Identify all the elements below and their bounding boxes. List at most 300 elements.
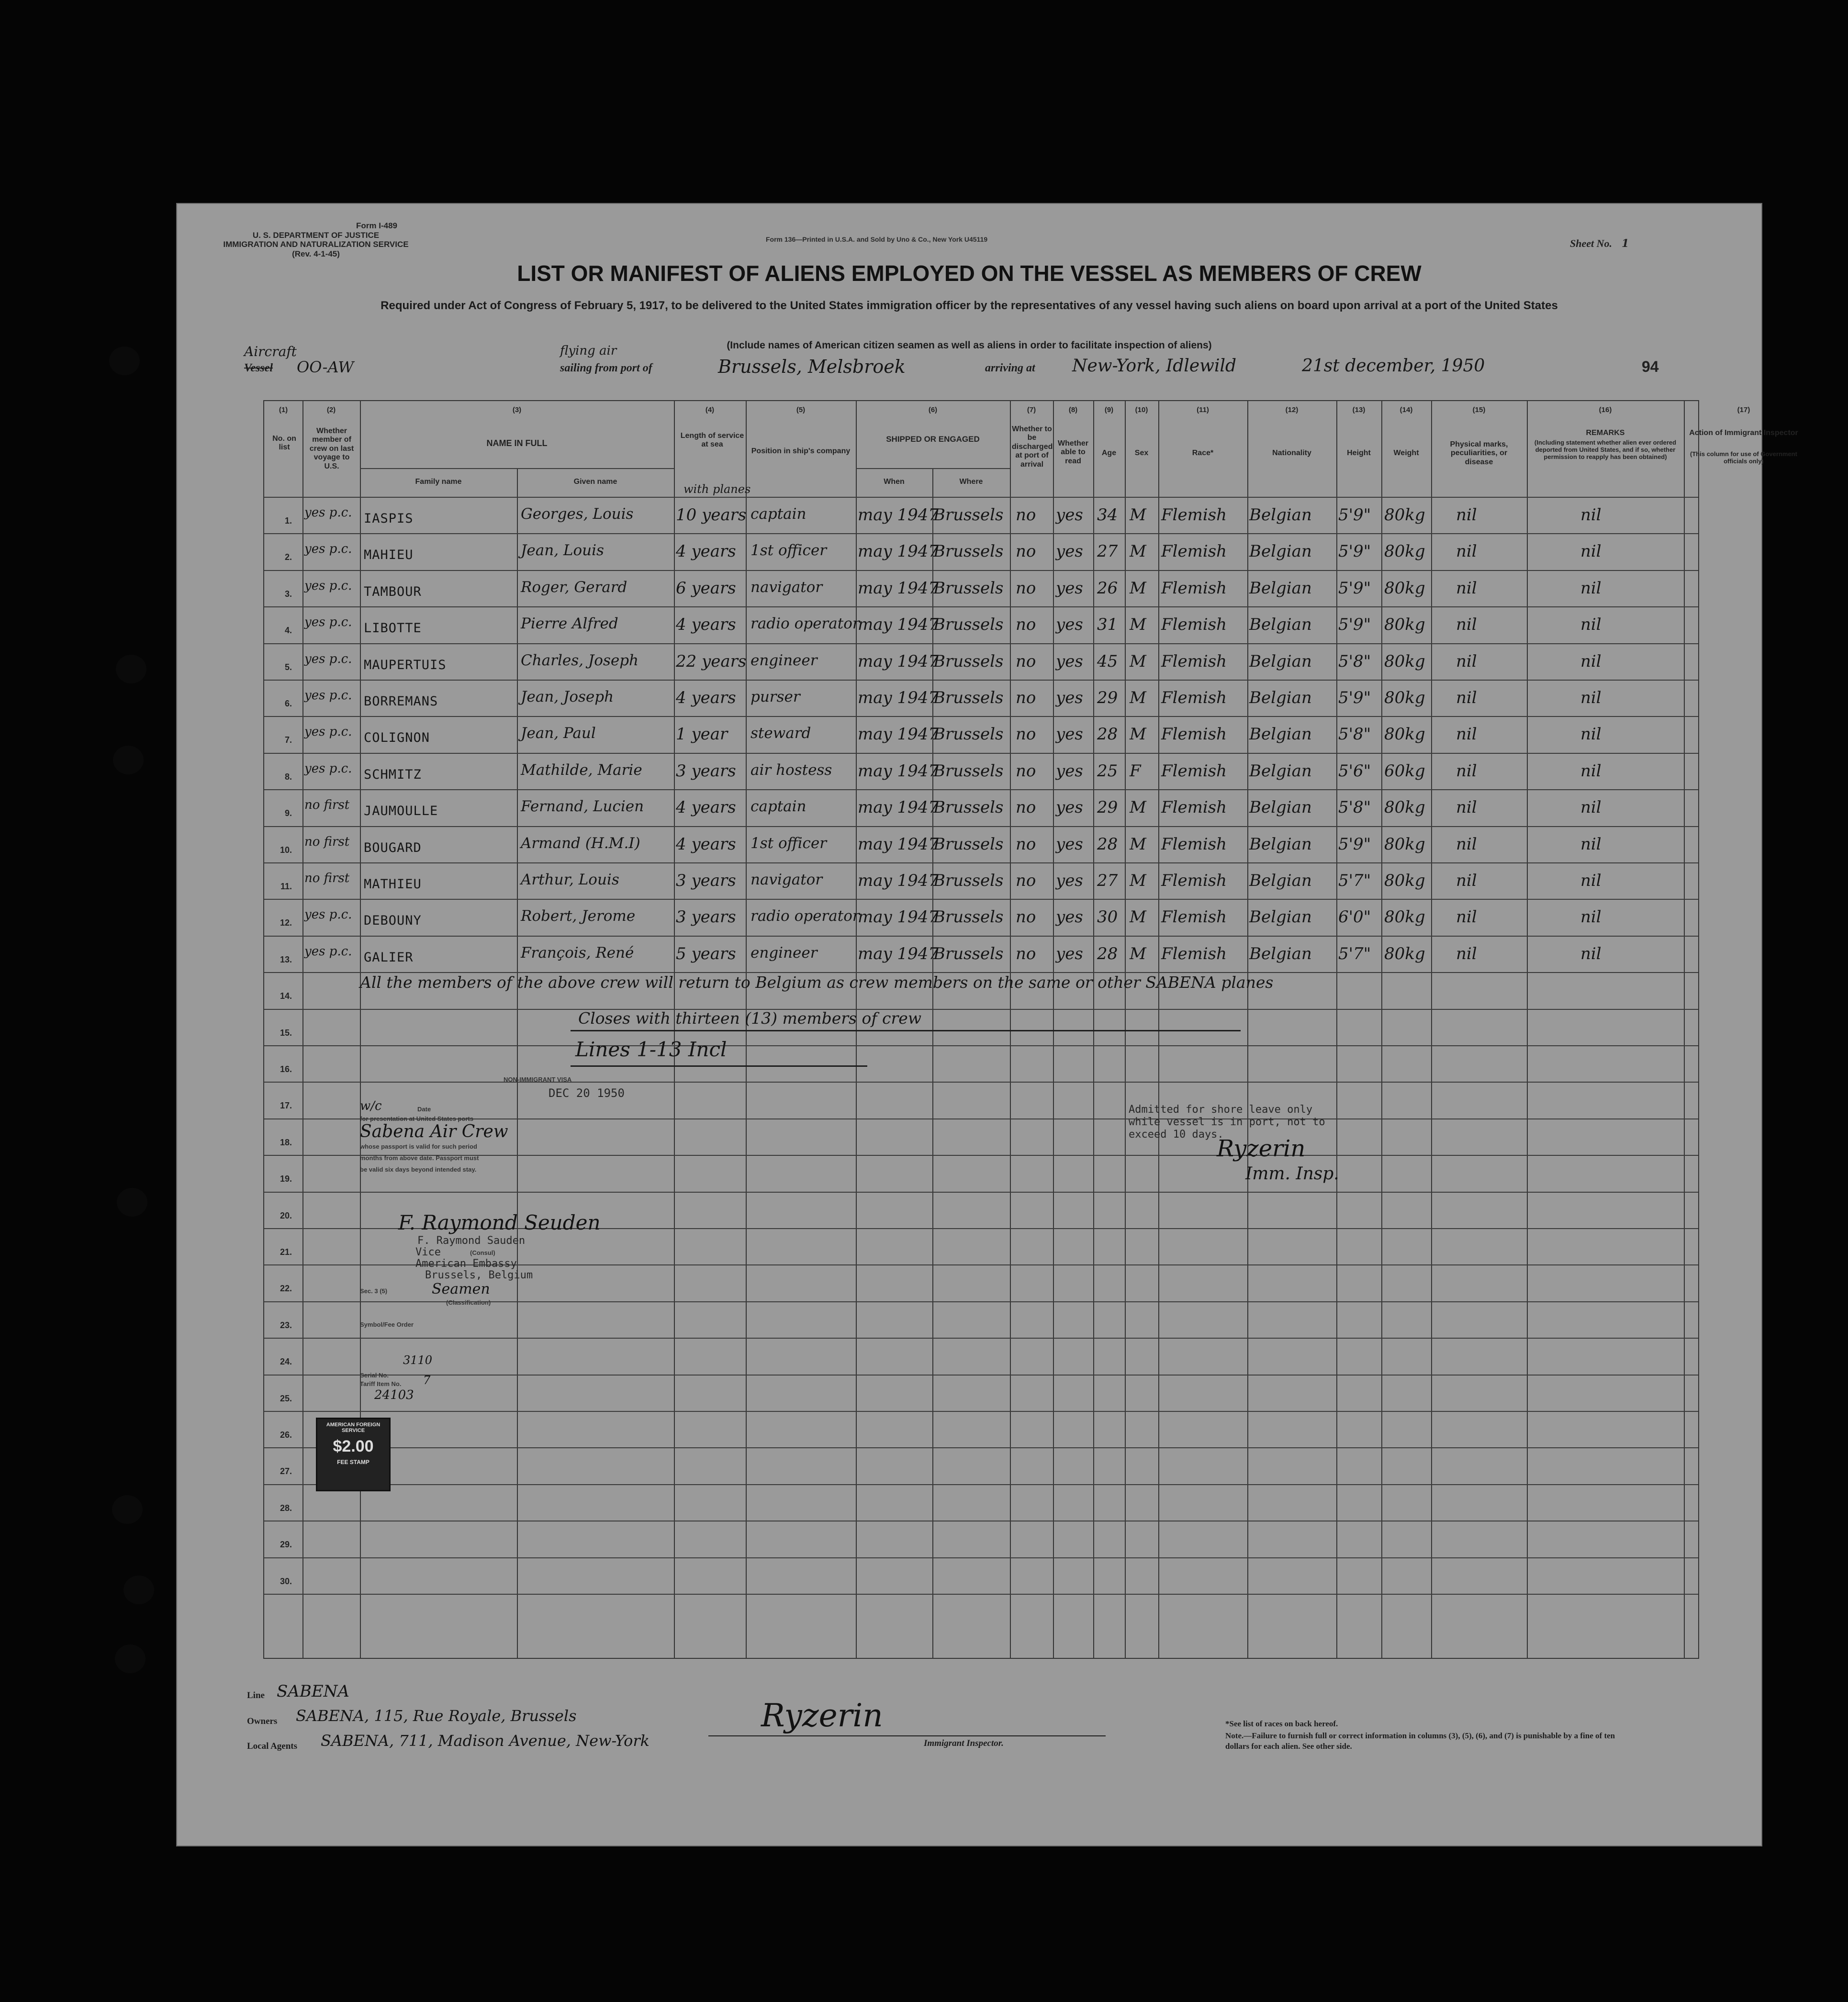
remarks-cell: nil: [1580, 834, 1602, 854]
visa-serial-label: Serial No.: [360, 1372, 389, 1379]
race-cell: Flemish: [1161, 944, 1227, 963]
hdr-remarks-note: (Including statement whether alien ever ordered deported from United States, and if so, whether permission to reapply has been obtained): [1534, 439, 1677, 460]
footer-agents-label: Local Agents: [247, 1741, 298, 1751]
discharged-cell: no: [1016, 615, 1036, 635]
form-id-line: (Rev. 4-1-45): [292, 249, 340, 258]
fee-stamp-title: AMERICAN FOREIGN SERVICE: [326, 1422, 381, 1433]
age-cell: 27: [1097, 871, 1118, 890]
hdr-length-service: Length of service at sea: [680, 432, 744, 449]
hdr-race: Race*: [1192, 449, 1214, 457]
sex-cell: M: [1130, 688, 1146, 707]
hdr-height: Height: [1347, 449, 1371, 457]
vessel-value: OO-AW: [297, 358, 354, 376]
col-num-12: (12): [1285, 406, 1299, 414]
position-cell: engineer: [750, 651, 818, 669]
read-cell: yes: [1056, 798, 1083, 817]
column-divider: [1093, 401, 1094, 1658]
discharged-cell: no: [1016, 505, 1036, 525]
hdr-position: Position in ship's company: [751, 447, 851, 455]
member-cell: no first: [304, 798, 350, 813]
visa-months-text: months from above date. Passport must: [360, 1154, 479, 1162]
age-cell: 29: [1097, 688, 1118, 707]
column-divider: [1010, 401, 1011, 1658]
member-cell: yes p.c.: [304, 688, 352, 703]
row-divider: [264, 789, 1698, 790]
member-cell: yes p.c.: [304, 578, 352, 593]
visa-symbol-label: Symbol/Fee Order: [360, 1321, 414, 1328]
race-cell: Flemish: [1161, 651, 1227, 671]
col-num-7: (7): [1027, 406, 1036, 414]
column-divider: [1158, 401, 1159, 1658]
discharged-cell: no: [1016, 651, 1036, 671]
nationality-cell: Belgian: [1249, 505, 1312, 525]
discharged-cell: no: [1016, 834, 1036, 854]
page-subtitle: Required under Act of Congress of February 5, 1917, to be delivered to the United States immigration officer by the representatives of any vessel having such aliens on board upon arrival at a port of the United States: [381, 299, 1558, 312]
column-divider: [1684, 401, 1685, 1658]
row-number: 2.: [284, 552, 292, 562]
physical-cell: nil: [1456, 834, 1477, 854]
physical-cell: nil: [1456, 871, 1477, 890]
when-cell: may 1947: [858, 725, 939, 744]
binder-hole-1: [109, 347, 140, 375]
where-cell: Brussels: [933, 578, 1004, 598]
column-divider: [1336, 401, 1337, 1658]
visa-tariff: 7: [423, 1374, 431, 1387]
weight-cell: 80kg: [1384, 798, 1425, 817]
when-cell: may 1947: [858, 798, 939, 817]
row-number: 6.: [284, 699, 292, 708]
row-number: 28.: [280, 1503, 292, 1513]
given-name-cell: Jean, Louis: [521, 542, 604, 559]
footer-line-label: Line: [247, 1690, 265, 1700]
sheet-number: Sheet No. 1: [1570, 237, 1629, 250]
member-cell: yes p.c.: [304, 615, 352, 630]
note-line-14: All the members of the above crew will return to Belgium as crew members on the same or other SABENA planes: [360, 973, 1274, 992]
length-cell: 4 years: [676, 688, 736, 707]
footer-line-value: SABENA: [277, 1682, 349, 1701]
col-num-6: (6): [928, 406, 938, 414]
race-cell: Flemish: [1161, 688, 1227, 707]
weight-cell: 80kg: [1384, 725, 1425, 744]
race-cell: Flemish: [1161, 798, 1227, 817]
row-number: 11.: [280, 882, 292, 891]
given-name-cell: Armand (H.M.I): [521, 834, 640, 852]
height-cell: 5'7": [1338, 871, 1371, 890]
hdr-action: Action of Immigrant Inspector: [1689, 429, 1798, 437]
member-cell: yes p.c.: [304, 725, 352, 739]
col-num-10: (10): [1135, 406, 1148, 414]
age-cell: 28: [1097, 725, 1118, 744]
column-divider: [1527, 401, 1528, 1658]
sex-cell: M: [1130, 651, 1146, 671]
port-value: Brussels, Melsbroek: [718, 356, 906, 377]
row-number: 16.: [280, 1064, 292, 1074]
binder-hole-2: [113, 746, 144, 774]
discharged-cell: no: [1016, 688, 1036, 707]
vessel-correction: Aircraft: [244, 344, 297, 359]
row-number: 1.: [284, 516, 292, 526]
where-cell: Brussels: [933, 688, 1004, 707]
sailing-label: sailing from port of: [560, 362, 652, 374]
when-cell: may 1947: [858, 834, 939, 854]
footer-inspector-signature: Ryzerin: [761, 1697, 883, 1734]
binder-hole-7: [116, 655, 146, 683]
length-cell: 5 years: [676, 944, 736, 963]
sex-cell: M: [1130, 834, 1146, 854]
row-number: 9.: [284, 808, 292, 818]
column-divider: [932, 468, 933, 1658]
race-cell: Flemish: [1161, 761, 1227, 781]
position-cell: air hostess: [750, 761, 832, 779]
row-number: 25.: [280, 1393, 292, 1403]
remarks-cell: nil: [1580, 651, 1602, 671]
family-name-cell: GALIER: [364, 950, 414, 965]
binder-hole-4: [112, 1495, 143, 1524]
nationality-cell: Belgian: [1249, 798, 1312, 817]
form-id-lines: [177, 221, 455, 258]
weight-cell: 80kg: [1384, 578, 1425, 598]
hdr-given-name: Given name: [573, 478, 617, 486]
member-cell: yes p.c.: [304, 907, 352, 922]
row-divider: [264, 1447, 1698, 1448]
note-line-16: Lines 1-13 Incl: [575, 1038, 727, 1061]
position-cell: radio operator: [750, 907, 860, 925]
col-num-1: (1): [279, 406, 288, 414]
hdr-weight: Weight: [1393, 449, 1419, 457]
physical-cell: nil: [1456, 944, 1477, 963]
row-number: 24.: [280, 1357, 292, 1367]
row-number: 7.: [284, 735, 292, 745]
visa-class: w/c: [360, 1099, 382, 1113]
age-cell: 31: [1097, 615, 1118, 635]
weight-cell: 80kg: [1384, 871, 1425, 890]
nationality-cell: Belgian: [1249, 761, 1312, 781]
when-cell: may 1947: [858, 761, 939, 781]
row-number: 10.: [280, 845, 292, 855]
given-name-cell: Fernand, Lucien: [521, 798, 644, 816]
remarks-cell: nil: [1580, 907, 1602, 927]
col-num-8: (8): [1068, 406, 1078, 414]
sex-cell: M: [1130, 542, 1146, 561]
weight-cell: 80kg: [1384, 907, 1425, 927]
member-cell: no first: [304, 834, 350, 849]
member-cell: yes p.c.: [304, 944, 352, 959]
position-cell: captain: [750, 505, 806, 523]
read-cell: yes: [1056, 834, 1083, 854]
row-divider: [264, 1594, 1698, 1595]
weight-cell: 60kg: [1384, 761, 1425, 781]
row-number: 29.: [280, 1540, 292, 1550]
sex-cell: M: [1130, 798, 1146, 817]
row-divider: [264, 716, 1698, 717]
read-cell: yes: [1056, 542, 1083, 561]
family-name-cell: DEBOUNY: [364, 913, 422, 928]
where-cell: Brussels: [933, 542, 1004, 561]
race-cell: Flemish: [1161, 542, 1227, 561]
where-cell: Brussels: [933, 615, 1004, 635]
height-cell: 5'8": [1338, 798, 1371, 817]
fee-stamp-value: $2.00: [333, 1437, 374, 1455]
visa-date: DEC 20 1950: [549, 1086, 625, 1100]
sex-cell: M: [1130, 871, 1146, 890]
binder-hole-6: [115, 1644, 146, 1673]
col-num-2: (2): [326, 406, 336, 414]
remarks-cell: nil: [1580, 542, 1602, 561]
vessel-label: Vessel: [244, 362, 273, 374]
read-cell: yes: [1056, 651, 1083, 671]
fee-stamp-label: FEE STAMP: [337, 1459, 370, 1465]
binder-hole-5: [123, 1576, 154, 1604]
given-name-cell: Jean, Joseph: [521, 688, 614, 705]
member-cell: yes p.c.: [304, 651, 352, 666]
length-cell: 1 year: [676, 725, 728, 744]
family-name-cell: JAUMOULLE: [364, 804, 438, 819]
family-name-cell: BORREMANS: [364, 694, 438, 709]
weight-cell: 80kg: [1384, 688, 1425, 707]
read-cell: yes: [1056, 505, 1083, 525]
remarks-cell: nil: [1580, 871, 1602, 890]
hdr-age: Age: [1101, 449, 1117, 457]
given-name-cell: Roger, Gerard: [521, 578, 627, 596]
column-divider: [856, 401, 857, 1658]
position-cell: captain: [750, 798, 806, 816]
length-cell: 6 years: [676, 578, 736, 598]
footer-races-note: *See list of races on back hereof.: [1225, 1719, 1338, 1728]
visa-beyond-text: be valid six days beyond intended stay.: [360, 1166, 477, 1173]
column-divider: [1125, 401, 1126, 1658]
hdr-length-correction: with planes: [683, 482, 751, 496]
age-cell: 25: [1097, 761, 1118, 781]
when-cell: may 1947: [858, 578, 939, 598]
height-cell: 5'9": [1338, 542, 1371, 561]
row-divider: [264, 570, 1698, 571]
form-id-block: [177, 221, 455, 258]
given-name-cell: Charles, Joseph: [521, 651, 639, 669]
length-cell: 3 years: [676, 907, 736, 927]
col-num-4: (4): [705, 406, 715, 414]
row-divider: [264, 1411, 1698, 1412]
binder-hole-3: [117, 1188, 147, 1217]
note-line-15-underline: [571, 1030, 1241, 1031]
position-cell: steward: [750, 725, 811, 742]
discharged-cell: no: [1016, 725, 1036, 744]
age-cell: 28: [1097, 834, 1118, 854]
page-number: 94: [1642, 358, 1659, 375]
height-cell: 5'6": [1338, 761, 1371, 781]
sex-cell: F: [1130, 761, 1141, 781]
family-name-cell: BOUGARD: [364, 840, 422, 855]
sailing-correction: flying air: [560, 344, 617, 358]
when-cell: may 1947: [858, 907, 939, 927]
footer-signature-line: [708, 1735, 1106, 1736]
visa-purpose: for presentation at United States ports: [360, 1115, 473, 1122]
row-divider: [264, 606, 1698, 607]
row-divider: [264, 643, 1698, 644]
discharged-cell: no: [1016, 907, 1036, 927]
read-cell: yes: [1056, 615, 1083, 635]
crew-table: [263, 400, 1798, 1659]
column-divider: [1381, 401, 1382, 1658]
length-cell: 4 years: [676, 834, 736, 854]
col-num-5: (5): [796, 406, 806, 414]
sex-cell: M: [1130, 615, 1146, 635]
race-cell: Flemish: [1161, 505, 1227, 525]
where-cell: Brussels: [933, 834, 1004, 854]
row-number: 20.: [280, 1210, 292, 1220]
col-num-11: (11): [1197, 406, 1209, 414]
height-cell: 5'9": [1338, 688, 1371, 707]
visa-classification: (Classification): [446, 1299, 491, 1306]
where-cell: Brussels: [933, 651, 1004, 671]
hdr-member-last-voyage: Whether member of crew on last voyage to U.S.: [309, 427, 354, 470]
physical-cell: nil: [1456, 688, 1477, 707]
age-cell: 29: [1097, 798, 1118, 817]
row-number: 30.: [280, 1576, 292, 1586]
page-title: LIST OR MANIFEST OF ALIENS EMPLOYED ON THE VESSEL AS MEMBERS OF CREW: [517, 261, 1422, 286]
row-divider: [264, 1118, 1698, 1119]
member-cell: no first: [304, 871, 350, 885]
physical-cell: nil: [1456, 505, 1477, 525]
discharged-cell: no: [1016, 944, 1036, 963]
given-name-cell: Arthur, Louis: [521, 871, 619, 888]
nationality-cell: Belgian: [1249, 542, 1312, 561]
height-cell: 6'0": [1338, 907, 1371, 927]
header-divider: [360, 468, 674, 469]
family-name-cell: SCHMITZ: [364, 767, 422, 782]
remarks-cell: nil: [1580, 505, 1602, 525]
admission-line-3: exceed 10 days.: [1129, 1129, 1224, 1141]
sex-cell: M: [1130, 907, 1146, 927]
hdr-name-in-full: NAME IN FULL: [486, 438, 548, 448]
row-number: 3.: [284, 589, 292, 599]
given-name-cell: Jean, Paul: [521, 725, 596, 742]
form-id-line: Form I-489: [356, 221, 397, 230]
column-divider: [1431, 401, 1432, 1658]
race-cell: Flemish: [1161, 578, 1227, 598]
row-number: 21.: [280, 1247, 292, 1257]
physical-cell: nil: [1456, 798, 1477, 817]
row-divider: [264, 753, 1698, 754]
row-number: 23.: [280, 1320, 292, 1330]
row-divider: [264, 1045, 1698, 1046]
age-cell: 27: [1097, 542, 1118, 561]
position-cell: 1st officer: [750, 834, 827, 852]
row-divider: [264, 533, 1698, 534]
footer-agents-value: SABENA, 711, Madison Avenue, New-York: [321, 1732, 650, 1750]
admission-line-2: while vessel is in port, not to: [1129, 1116, 1325, 1128]
row-divider: [264, 1082, 1698, 1083]
hdr-shipped-engaged: SHIPPED OR ENGAGED: [886, 435, 980, 444]
row-divider: [264, 936, 1698, 937]
hdr-discharged: Whether to be discharged at port of arrival: [1012, 425, 1053, 469]
column-divider: [517, 468, 518, 1658]
nationality-cell: Belgian: [1249, 944, 1312, 963]
discharged-cell: no: [1016, 871, 1036, 890]
consul-typed-name: F. Raymond Sauden: [417, 1235, 526, 1247]
column-divider: [746, 401, 747, 1658]
nationality-cell: Belgian: [1249, 907, 1312, 927]
col-num-3: (3): [512, 406, 522, 414]
family-name-cell: IASPIS: [364, 511, 414, 526]
col-num-17: (17): [1737, 406, 1750, 414]
physical-cell: nil: [1456, 651, 1477, 671]
length-cell: 3 years: [676, 761, 736, 781]
header-divider: [856, 468, 1010, 469]
height-cell: 5'8": [1338, 725, 1371, 744]
sex-cell: M: [1130, 505, 1146, 525]
nationality-cell: Belgian: [1249, 578, 1312, 598]
hdr-remarks: REMARKS: [1586, 429, 1625, 437]
date-value: 21st december, 1950: [1302, 356, 1485, 376]
discharged-cell: no: [1016, 542, 1036, 561]
weight-cell: 80kg: [1384, 944, 1425, 963]
remarks-cell: nil: [1580, 688, 1602, 707]
row-number: 27.: [280, 1466, 292, 1476]
position-cell: radio operator: [750, 615, 860, 633]
nationality-cell: Belgian: [1249, 871, 1312, 890]
nationality-cell: Belgian: [1249, 615, 1312, 635]
arriving-value: New-York, Idlewild: [1072, 356, 1237, 376]
nationality-cell: Belgian: [1249, 725, 1312, 744]
read-cell: yes: [1056, 578, 1083, 598]
race-cell: Flemish: [1161, 871, 1227, 890]
hdr-when: When: [884, 478, 905, 486]
row-number: 26.: [280, 1430, 292, 1440]
family-name-cell: COLIGNON: [364, 730, 430, 746]
row-divider: [264, 497, 1698, 498]
where-cell: Brussels: [933, 944, 1004, 963]
read-cell: yes: [1056, 725, 1083, 744]
sex-cell: M: [1130, 578, 1146, 598]
physical-cell: nil: [1456, 578, 1477, 598]
col-num-16: (16): [1599, 406, 1612, 414]
nationality-cell: Belgian: [1249, 688, 1312, 707]
row-number: 15.: [280, 1028, 292, 1038]
when-cell: may 1947: [858, 505, 939, 525]
column-divider: [1053, 401, 1054, 1658]
length-cell: 4 years: [676, 615, 736, 635]
remarks-cell: nil: [1580, 615, 1602, 635]
physical-cell: nil: [1456, 907, 1477, 927]
position-cell: 1st officer: [750, 542, 827, 559]
age-cell: 26: [1097, 578, 1118, 598]
length-cell: 22 years: [676, 651, 747, 671]
row-number: 14.: [280, 991, 292, 1001]
arriving-label: arriving at: [985, 362, 1035, 374]
length-cell: 4 years: [676, 798, 736, 817]
row-divider: [264, 862, 1698, 863]
age-cell: 28: [1097, 944, 1118, 963]
row-divider: [264, 680, 1698, 681]
weight-cell: 80kg: [1384, 505, 1425, 525]
column-divider: [302, 401, 303, 1658]
consul-embassy: American Embassy: [415, 1258, 517, 1270]
col-num-14: (14): [1400, 406, 1413, 414]
where-cell: Brussels: [933, 761, 1004, 781]
read-cell: yes: [1056, 688, 1083, 707]
race-cell: Flemish: [1161, 907, 1227, 927]
note-line-15: Closes with thirteen (13) members of crew: [578, 1009, 922, 1028]
remarks-cell: nil: [1580, 725, 1602, 744]
hdr-sex: Sex: [1134, 449, 1149, 457]
column-divider: [1247, 401, 1248, 1658]
length-cell: 3 years: [676, 871, 736, 890]
row-number: 19.: [280, 1174, 292, 1184]
visa-valid-text: whose passport is valid for such period: [360, 1143, 477, 1150]
when-cell: may 1947: [858, 615, 939, 635]
height-cell: 5'7": [1338, 944, 1371, 963]
length-cell: 10 years: [676, 505, 747, 525]
